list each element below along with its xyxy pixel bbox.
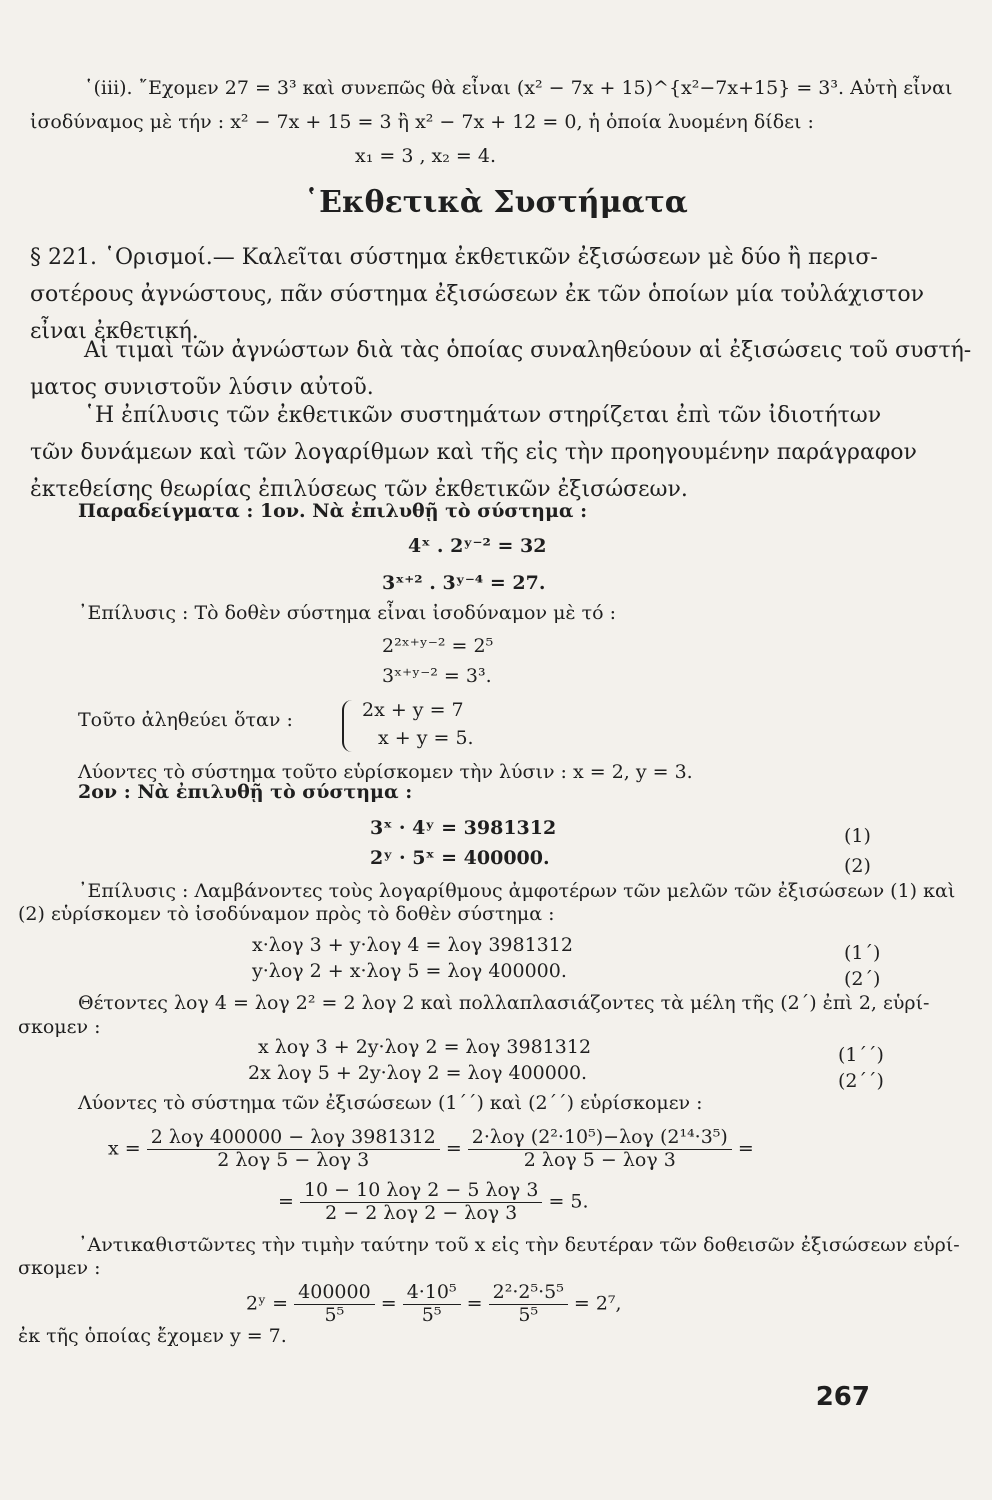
fraction — [489, 1282, 568, 1327]
equation-symbol: = 5. — [548, 1190, 589, 1213]
fraction-numerator: 4·10⁵ — [403, 1282, 461, 1305]
fraction — [403, 1282, 461, 1327]
equation: 3ˣ⁺ʸ⁻² = 3³. — [382, 665, 492, 687]
fraction-expression — [108, 1127, 754, 1172]
fraction-expression — [278, 1180, 589, 1225]
equation: 2ʸ · 5ˣ = 400000. — [370, 847, 550, 869]
solution-line: ᾿Επίλυσις : Λαμβάνοντες τοὺς λογαρίθμους ἀμφοτέρων τῶν μελῶν τῶν ἐξισώσεων (1) καὶ — [78, 880, 956, 902]
system-brace — [342, 700, 358, 752]
fraction-numerator: 10 − 10 λογ 2 − 5 λογ 3 — [300, 1180, 542, 1203]
equation-symbol: = 2⁷, — [573, 1292, 622, 1315]
fraction-denominator: 2 λογ 5 − λογ 3 — [523, 1148, 676, 1171]
text-line: ᾿Αντικαθιστῶντες τὴν τιμὴν ταύτην τοῦ x εἰς τὴν δευτέραν τῶν δοθεισῶν ἐξισώσεων εὑρί- — [78, 1234, 960, 1256]
fraction-denominator: 2 − 2 λογ 2 − λογ 3 — [325, 1201, 518, 1224]
paragraph-line: Αἱ τιμαὶ τῶν ἀγνώστων διὰ τὰς ὁποίας συναληθεύουν αἱ ἐξισώσεις τοῦ συστή- — [84, 338, 972, 363]
equation: 2x λογ 5 + 2y·λογ 2 = λογ 400000. — [248, 1062, 588, 1084]
equation-symbol: 2ʸ = — [246, 1292, 289, 1315]
paragraph-line: σοτέρους ἀγνώστους, πᾶν σύστημα ἐξισώσεων ἐκ τῶν ὁποίων μία τοὐλάχιστον — [30, 282, 924, 307]
paragraph-line: ῾Η ἐπίλυσις τῶν ἐκθετικῶν συστημάτων στηρίζεται ἐπὶ τῶν ἰδιοτήτων — [84, 403, 882, 428]
solution-values: x₁ = 3 , x₂ = 4. — [355, 145, 496, 167]
equation-symbol: = — [737, 1137, 754, 1160]
text-line: σκομεν : — [18, 1257, 101, 1279]
equation: x λογ 3 + 2y·λογ 2 = λογ 3981312 — [258, 1036, 592, 1058]
equation: y·λογ 2 + x·λογ 5 = λογ 400000. — [252, 960, 567, 982]
fraction — [294, 1282, 375, 1327]
fraction-denominator: 5⁵ — [421, 1303, 442, 1326]
equation: 4ˣ . 2ʸ⁻² = 32 — [408, 535, 547, 557]
equation-number: (1΄΄) — [838, 1044, 884, 1066]
solution-line: ᾿Επίλυσις : Τὸ δοθὲν σύστημα εἶναι ἰσοδύναμον μὲ τό : — [78, 602, 617, 624]
equation-number: (2΄΄) — [838, 1070, 884, 1092]
text-line: ἐκ τῆς ὁποίας ἔχομεν y = 7. — [18, 1325, 287, 1347]
equation: 3ˣ · 4ʸ = 3981312 — [370, 817, 557, 839]
section-heading: ῾Εκθετικὰ Συστήματα — [304, 185, 688, 220]
equation-symbol: = — [380, 1292, 397, 1315]
equation: x + y = 5. — [378, 727, 474, 749]
text-line: Τοῦτο ἀληθεύει ὅταν : — [78, 709, 293, 731]
text-line: Λύοντες τὸ σύστημα τῶν ἐξισώσεων (1΄΄) καὶ (2΄΄) εὑρίσκομεν : — [78, 1092, 703, 1114]
equation: 2²ˣ⁺ʸ⁻² = 2⁵ — [382, 635, 494, 657]
page-number: 267 — [815, 1382, 870, 1412]
equation-symbol: = — [445, 1137, 462, 1160]
solution-line: (2) εὑρίσκομεν τὸ ἰσοδύναμον πρὸς τὸ δοθὲν σύστημα : — [18, 903, 555, 925]
text-line: σκομεν : — [18, 1016, 101, 1038]
equation-number: (1) — [844, 825, 871, 847]
example-heading: 2ον : Νὰ ἐπιλυθῇ τὸ σύστημα : — [78, 781, 413, 803]
fraction-expression — [246, 1282, 622, 1327]
example-heading: Παραδείγματα : 1ον. Νὰ ἐπιλυθῇ τὸ σύστημα : — [78, 500, 588, 522]
paragraph-line: τῶν δυνάμεων καὶ τῶν λογαρίθμων καὶ τῆς εἰς τὴν προηγουμένην παράγραφον — [30, 440, 917, 465]
paragraph-line: § 221. ῾Ορισμοί.— Καλεῖται σύστημα ἐκθετικῶν ἐξισώσεων μὲ δύο ἢ περισ- — [30, 245, 878, 270]
fraction-numerator: 2²·2⁵·5⁵ — [489, 1282, 568, 1305]
text-line: ῾(iii). ῎Εχομεν 27 = 3³ καὶ συνεπῶς θὰ εἶναι (x² − 7x + 15)^{x²−7x+15} = 3³. Αὐτὴ εἶναι — [84, 77, 953, 99]
fraction-numerator: 2 λογ 400000 − λογ 3981312 — [147, 1127, 440, 1150]
text-line: ἰσοδύναμος μὲ τήν : x² − 7x + 15 = 3 ἢ x² − 7x + 12 = 0, ἡ ὁποία λυομένη δίδει : — [30, 111, 814, 133]
fraction — [300, 1180, 542, 1225]
equation: 2x + y = 7 — [362, 699, 464, 721]
equation-number: (2΄) — [844, 968, 881, 990]
fraction-denominator: 2 λογ 5 − λογ 3 — [217, 1148, 370, 1171]
fraction-denominator: 5⁵ — [324, 1303, 345, 1326]
text-line: Θέτοντες λογ 4 = λογ 2² = 2 λογ 2 καὶ πολλαπλασιάζοντες τὰ μέλη τῆς (2΄) ἐπὶ 2, εὑρί- — [78, 992, 930, 1014]
fraction-denominator: 5⁵ — [518, 1303, 539, 1326]
paragraph-line: ἐκτεθείσης θεωρίας ἐπιλύσεως τῶν ἐκθετικῶν ἐξισώσεων. — [30, 477, 688, 502]
equation-symbol: = — [466, 1292, 483, 1315]
fraction-numerator: 400000 — [294, 1282, 375, 1305]
equation-symbol: x = — [108, 1137, 141, 1160]
paragraph-line: εἶναι ἐκθετική. — [30, 319, 199, 344]
paragraph-line: ματος συνιστοῦν λύσιν αὐτοῦ. — [30, 375, 374, 400]
solution-line: Λύοντες τὸ σύστημα τοῦτο εὑρίσκομεν τὴν λύσιν : x = 2, y = 3. — [78, 761, 693, 783]
fraction — [147, 1127, 440, 1172]
fraction — [468, 1127, 732, 1172]
equation-symbol: = — [278, 1190, 294, 1213]
fraction-numerator: 2·λογ (2²·10⁵)−λογ (2¹⁴·3⁵) — [468, 1127, 732, 1150]
equation: 3ˣ⁺² . 3ʸ⁻⁴ = 27. — [382, 572, 546, 594]
equation-number: (2) — [844, 855, 871, 877]
equation: x·λογ 3 + y·λογ 4 = λογ 3981312 — [252, 934, 573, 956]
equation-number: (1΄) — [844, 942, 881, 964]
